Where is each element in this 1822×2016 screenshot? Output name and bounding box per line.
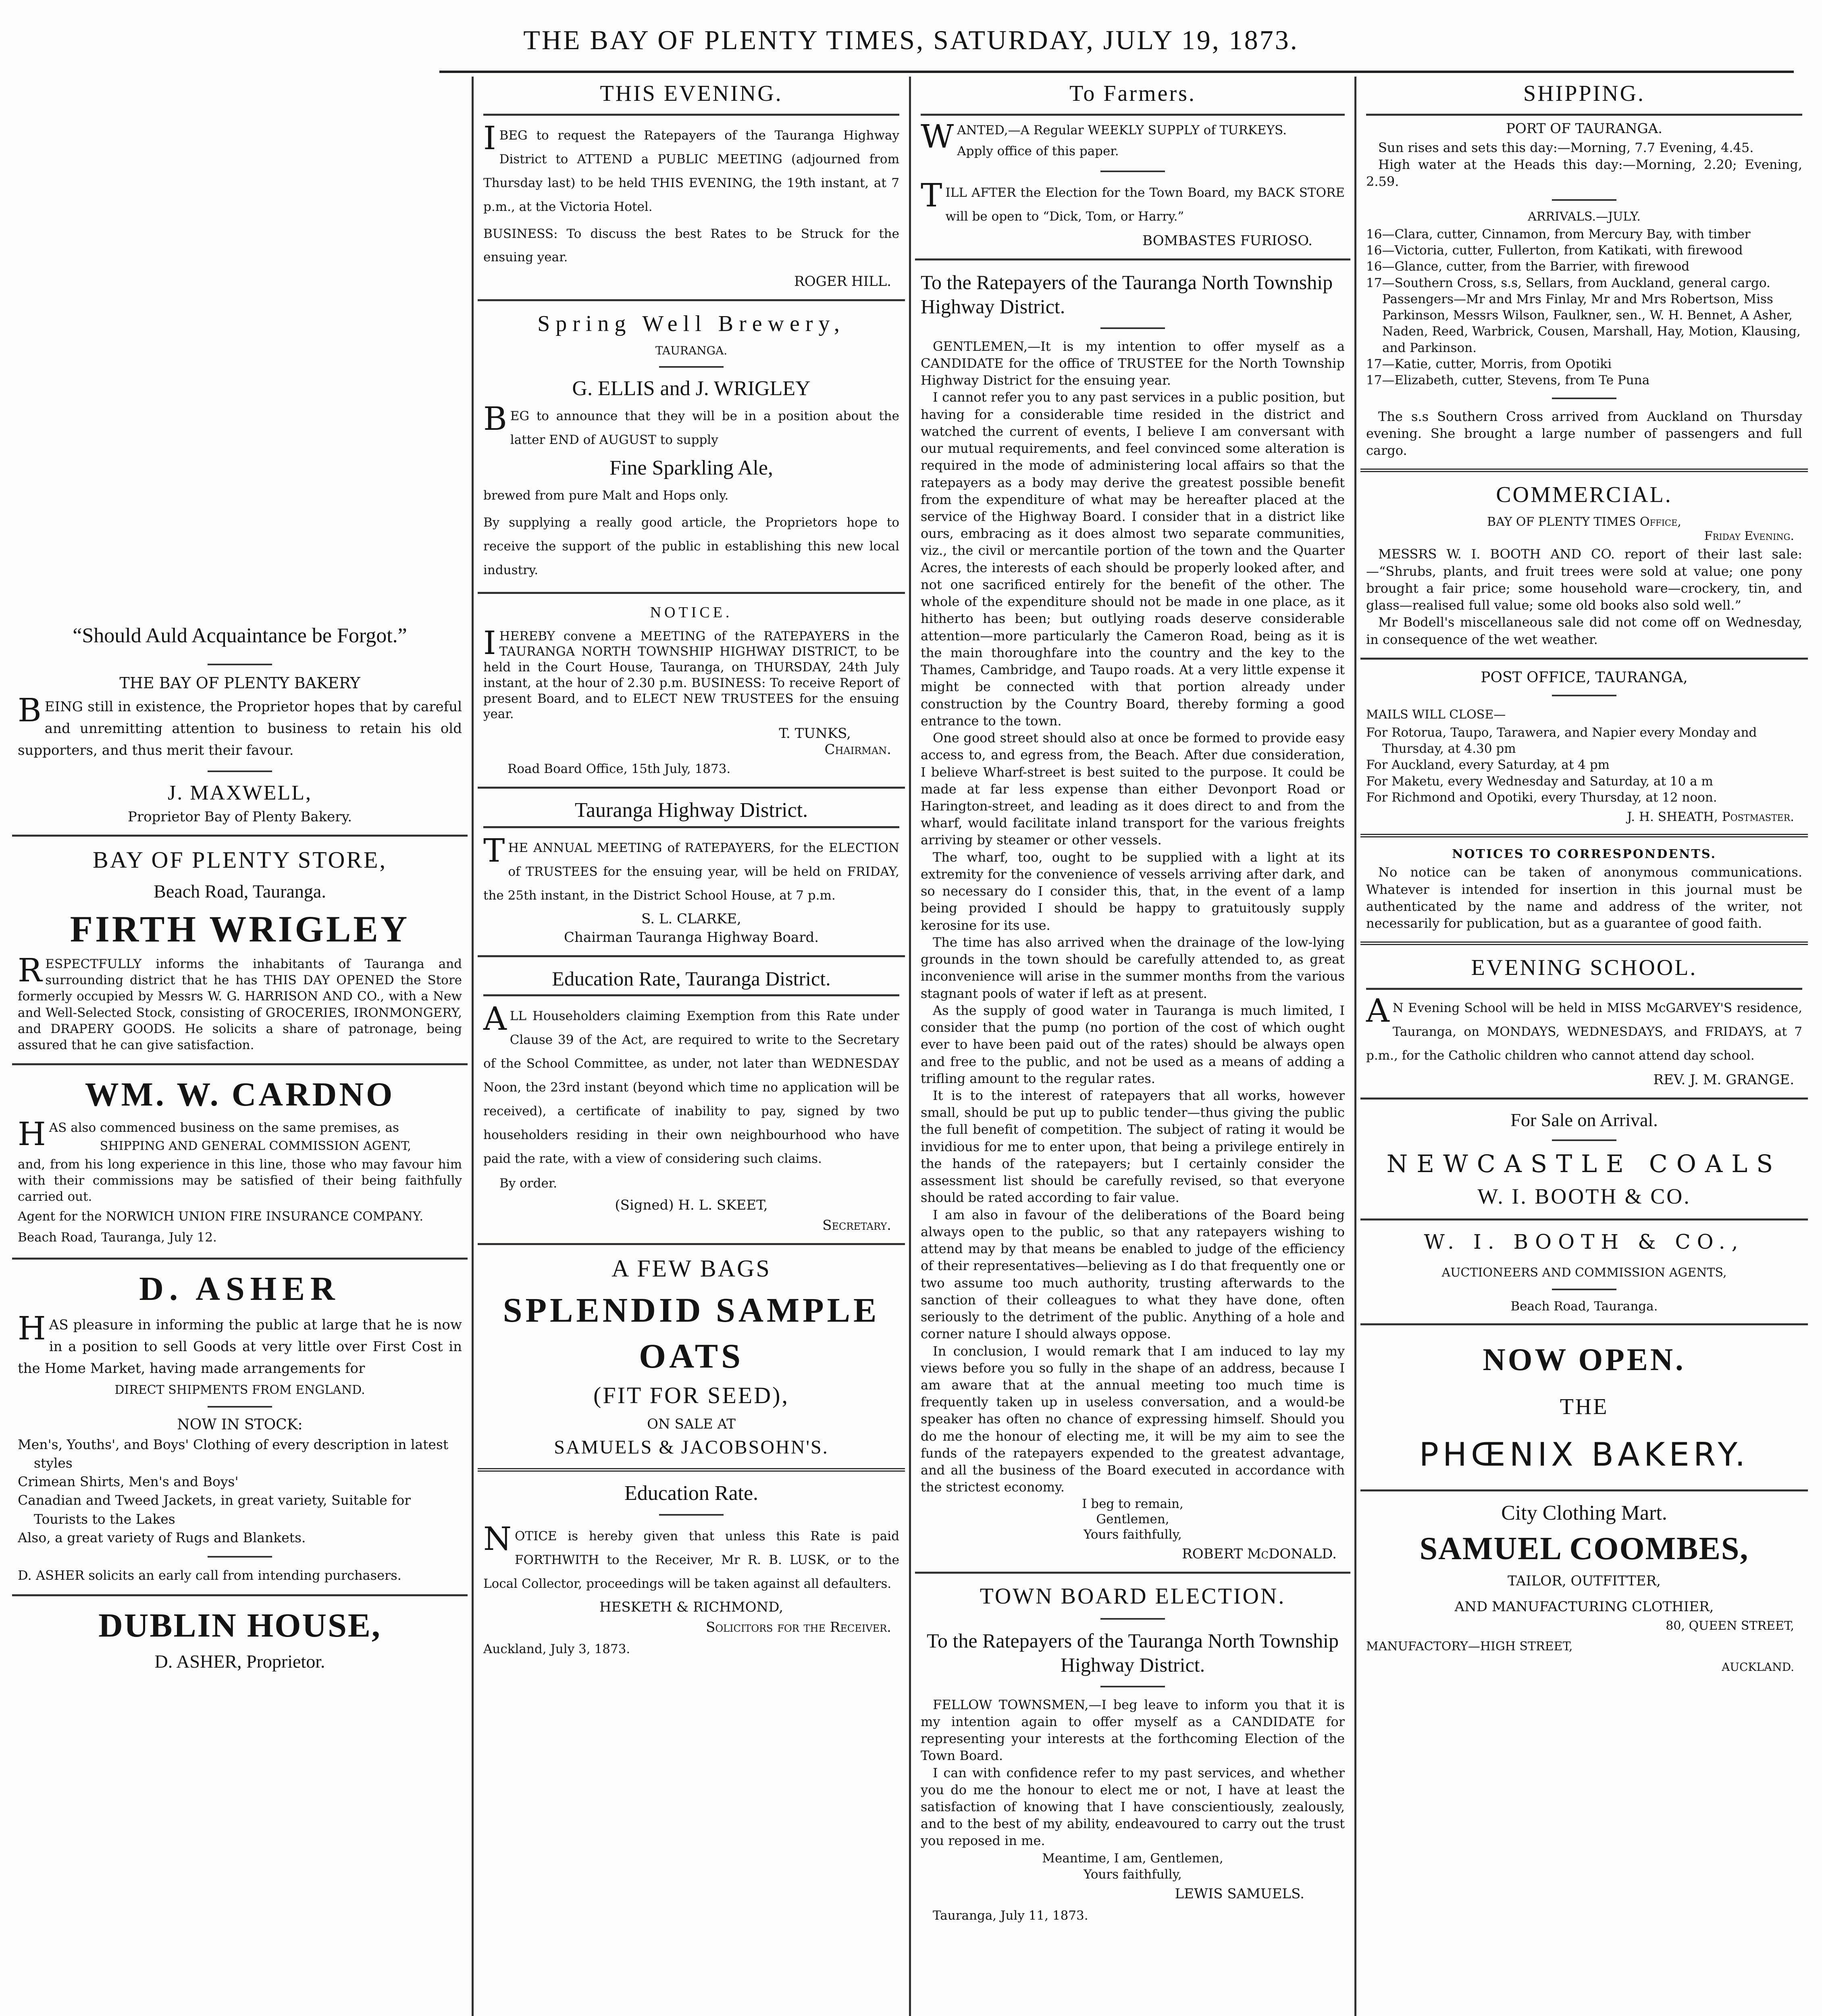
letter-paragraph: GENTLEMEN,—It is my intention to offer myself as a CANDIDATE for the office of TRUSTEE for the North Township Highway District for the ensuing year. [921,338,1345,388]
ad-body-2: brewed from pure Malt and Hops only. [483,488,729,503]
list-item: Canadian and Tweed Jackets, in great variety, Suitable for Tourists to the Lakes [18,1492,411,1527]
ad-role: Chairman Tauranga Highway Board. [564,929,819,946]
stock-list [18,1435,462,1547]
sun-times: Sun rises and sets this day:—Morning, 7.7 Evening, 4.45. [1378,140,1754,155]
ad-signature: (Signed) H. L. SKEET, [615,1197,768,1213]
ad-apply: Apply office of this paper. [957,144,1119,159]
ad-sale: ON SALE AT [647,1416,736,1432]
ad-role: SHIPPING AND GENERAL COMMISSION AGENT, [100,1139,412,1153]
ad-name: SAMUEL COOMBES, [1419,1531,1749,1566]
ad-seller: W. I. BOOTH & CO. [1477,1184,1691,1208]
list-item: 16—Clara, cutter, Cinnamon, from Mercury Bay, with timber [1366,227,1751,242]
list-item: For Auckland, every Saturday, at 4 pm [1366,758,1610,773]
ad-role-2: AND MANUFACTURING CLOTHIER, [1454,1598,1714,1615]
post-office-section [1360,669,1808,824]
ad-address: Beach Road, Tauranga. [154,881,326,902]
masthead: THE BAY OF PLENTY TIMES, SATURDAY, JULY 19, 1873. [523,25,1299,55]
section-heading: COMMERCIAL. [1496,482,1672,508]
letter-paragraph: I am also in favour of the deliberations of the Board being always open to the public, so that any ratepayers wishing to attend may by that means be enabled to judge of the efficiency of their representatives—believing as I do that frequently one or two assume too much authority, trusting afterwards to the sanction of their colleagues to what they have done, often seriously to the detriment of the public. Anything of a hole and corner nature I should always oppose. [921,1207,1345,1342]
dublin-house-ad [12,1606,468,1672]
port-heading: PORT OF TAURANGA. [1506,121,1662,137]
ad-date: Auckland, July 3, 1873. [483,1641,630,1656]
ad-heading: EVENING SCHOOL. [1471,955,1697,981]
ad-title-2: OATS [639,1336,744,1375]
ad-names: G. ELLIS and J. WRIGLEY [572,377,811,400]
ad-role: TAILOR, OUTFITTER, [1508,1572,1661,1589]
list-item: For Richmond and Opotiki, every Thursday, at 12 noon. [1366,790,1717,805]
column-rule [1354,77,1356,2016]
commercial-section [1360,482,1808,648]
ad-heading: Education Rate. [624,1481,759,1505]
column-1 [12,77,468,2016]
town-board-election [915,1583,1350,1926]
ad-signature: S. L. CLARKE, [641,911,741,927]
list-item: Crimean Shirts, Men's and Boys' [18,1474,239,1490]
ad-title-3: (FIT FOR SEED), [593,1382,789,1408]
ad-name: PHŒNIX BAKERY. [1419,1435,1749,1473]
ad-body: NOTICE is hereby given that unless this Rate is paid FORTHWITH to the Receiver, Mr R. B. LUSK, or to the Local Collector, proceedings will be taken against all defaulters. [483,1520,899,1591]
ad-office: Road Board Office, 15th July, 1873. [507,762,731,777]
ad-heading: Tauranga Highway District. [574,799,808,822]
mails-list [1366,725,1802,806]
column-2 [478,77,905,2016]
ad-body-3: By supplying a really good article, the Proprietors hope to receive the support of the public in establishing this new local industry. [483,515,899,577]
education-rate-ad [478,967,905,1233]
ad-the: THE [1560,1394,1609,1419]
ad-product: Fine Sparkling Ale, [609,456,773,480]
list-item: 17—Southern Cross, s.s, Sellars, from Auckland, general cargo. Passengers—Mr and Mrs Finlay, Mr and Mrs Robertson, Miss Parkinson, Messrs Wilson, Faulkner, sen., W. H. Bennet, A Asher, Naden, Reed, Warbrick, Cousen, Marshall, Hay, Motion, Klausing, and Parkinson. [1366,275,1801,355]
highway-district-ad [478,798,905,946]
list-item: 17—Katie, cutter, Morris, from Opotiki [1366,357,1612,372]
letter-close: Gentlemen, [1096,1512,1169,1527]
letter-paragraph: FELLOW TOWNSMEN,—I beg leave to inform you that it is my intention again to offer myself as a CANDIDATE for representing your interests at the forthcoming Election of the Town Board. [921,1697,1345,1764]
arrivals-list [1366,226,1802,389]
ad-heading: A FEW BAGS [611,1255,771,1282]
commercial-body: MESSRS W. I. BOOTH AND CO. report of their last sale:—“Shrubs, plants, and fruit trees were sold at value; one pony brought a fair price; some household ware—crockery, tin, and glass—realised full value; some old books also sold well.” [1366,546,1802,613]
ad-body: IBEG to request the Ratepayers of the Tauranga Highway District to ATTEND a PUBLIC MEETING (adjourned from Thursday last) to be held THIS EVENING, the 19th instant, at 7 p.m., at the Victoria Hotel. [483,119,899,214]
list-item: Also, a great variety of Rugs and Blankets. [18,1529,306,1545]
ad-heading: BAY OF PLENTY STORE, [93,846,387,873]
booth-ad [1360,1230,1808,1314]
ad-body: IHEREBY convene a MEETING of the RATEPAYERS in the TAURANGA NORTH TOWNSHIP HIGHWAY DISTRICT, to be held in the Court House, Tauranga, on THURSDAY, 24th July instant, at the hour of 2.30 p.m. BUSINESS: To receive Report of present Board, and to ELECT NEW TRUSTEES for the ensuing year. [483,624,899,722]
ad-heading: Education Rate, Tauranga District. [552,967,831,990]
arrivals-note: The s.s Southern Cross arrived from Auckland on Thursday evening. She brought a large number of passengers and full cargo. [1366,408,1802,458]
section-heading: POST OFFICE, TAURANGA, [1481,669,1688,686]
ad-product: NEWCASTLE COALS [1386,1150,1782,1178]
masthead-rule [439,71,1794,73]
phoenix-bakery-ad [1360,1341,1808,1473]
ad-role: Chairman. [824,741,891,758]
ad-name: FIRTH WRIGLEY [70,908,410,950]
ad-heading: NOTICE. [650,604,733,621]
ad-signature: REV. J. M. GRANGE. [1653,1071,1794,1088]
ad-place: TAURANGA. [655,344,728,358]
ad-heading: NOW OPEN. [1483,1341,1686,1377]
this-evening-ad [478,81,905,289]
ad-signature-title: Proprietor Bay of Plenty Bakery. [127,808,352,825]
mcdonald-letter [915,270,1350,1562]
tide-times: High water at the Heads this day:—Morning, 2.20; Evening, 2.59. [1366,157,1802,190]
arrivals-heading: ARRIVALS.—JULY. [1528,209,1641,224]
ad-order: By order. [499,1176,557,1191]
mails-heading: MAILS WILL CLOSE— [1366,707,1506,722]
education-rate-notice [478,1481,905,1659]
section-heading: To Farmers. [1069,81,1196,106]
letter-close: I beg to remain, [1082,1496,1183,1511]
letter-heading: To the Ratepayers of the Tauranga North Township Highway District. [921,271,1333,318]
ad-title-1: SPLENDID SAMPLE [503,1290,880,1329]
correspondents-section [1360,847,1808,932]
ad-name: D. ASHER [139,1270,341,1308]
ad-body: AN Evening School will be held in MISS McGARVEY'S residence, Tauranga, on MONDAYS, WEDNESDAYS, and FRIDAYS, at 7 p.m., for the Catholic children who cannot attend day school. [1366,992,1802,1063]
ad-signature: ROGER HILL. [794,273,891,290]
ad-direct: DIRECT SHIPMENTS FROM ENGLAND. [114,1383,365,1397]
ad-heading: Spring Well Brewery, [537,311,845,337]
ad-body: ALL Householders claiming Exemption from this Rate under Clause 39 of the Act, are required to write to the Secretary of the School Committee, as under, not later than WEDNESDAY Noon, the 23rd instant (beyond which time no application will be received), a certificate of inability to pay, signed by two householders residing in their own neighbourhood who have paid the rate, with a view of considering such claims. [483,1000,899,1166]
brewery-ad [478,311,905,582]
post-signature: J. H. SHEATH, Postmaster. [1627,810,1794,825]
ad-solicit: D. ASHER solicits an early call from intending purchasers. [18,1567,401,1583]
letter-signature: ROBERT McDONALD. [1182,1545,1337,1562]
letter-paragraph: In conclusion, I would remark that I am induced to lay my views before you so fully in the shape of an address, because I am aware that at the annual meeting too much time is frequently taken up in useless conversation, and a would-be speaker has often no chance of expressing himself. Should you do me the honour of electing me, it will be my aim to see the funds of the ratepayers expended to the greatest advantage, and all the business of the Board executed in accordance with the strictest economy. [921,1343,1345,1495]
stock-heading: NOW IN STOCK: [177,1416,303,1433]
letter-date: Tauranga, July 11, 1873. [933,1908,1088,1923]
letter-paragraph: As the supply of good water in Tauranga is much limited, I consider that the pump (no portion of the cost of which ought ever to have been paid out of the rates) should be always open and free to the public, and not be used as a means of adding a trifling amount to the regular rates. [921,1002,1345,1086]
store-ad [12,846,468,1054]
ad-signature: T. TUNKS, [779,725,851,742]
ad-heading: For Sale on Arrival. [1510,1109,1658,1130]
ad-body-2: and, from his long experience in this line, those who may favour him with their commissions may be satisfied of their being faithfully carried out. [18,1157,462,1204]
list-item: For Rotorua, Taupo, Tarawera, and Napier every Monday and Thursday, at 4.30 pm [1366,725,1757,756]
section-subheading: To the Ratepayers of the Tauranga North Township Highway District. [926,1629,1339,1676]
ad-body: BEG to announce that they will be in a position about the latter END of AUGUST to supply [483,400,899,448]
ad-body: HAS pleasure in informing the public at large that he is now in a position to sell Goods at very little over First Cost in the Home Market, having made arrangements for [18,1309,462,1377]
letter-paragraph: The wharf, too, ought to be supplied with a light at its extremity for the convenience of vessels arriving after dark, and so necessary do I consider this, that, in the event of a lamp being provided I should be happy to gratuitously supply kerosine for its use. [921,849,1345,933]
notice-ad [478,604,905,777]
column-3 [915,77,1350,2016]
ad-body: WANTED,—A Regular WEEKLY SUPPLY of TURKEYS. [921,118,1287,155]
commercial-day: Friday Evening. [1704,529,1794,544]
farmers-section [915,81,1350,249]
asher-ad [12,1269,468,1585]
section-heading: TOWN BOARD ELECTION. [980,1583,1286,1609]
letter-paragraph: One good street should also at once be formed to provide easy access to, and egress from, the Beach. After due consideration, I believe Wharf-street is best suited to the purpose. It could be made at far less expense than either Devonport Road or Harington-street, and leading as it does direct to and from the wharf, would facilitate inland transport for the various freights arriving by steamer or other vessels. [921,730,1345,848]
ad-address: 80, QUEEN STREET, [1666,1618,1794,1633]
correspondents-body: No notice can be taken of anonymous communications. Whatever is intended for insertion in this journal must be authenticated by the name and address of the writer, not necessarily for publication, but as a guarantee of good faith. [1366,864,1802,931]
letter-signature: LEWIS SAMUELS. [1175,1885,1304,1902]
auld-acquaintance-ad [12,617,468,825]
letter-close: Meantime, I am, Gentlemen, [1042,1851,1223,1866]
ad-body: HAS also commenced business on the same premises, as [18,1115,399,1153]
coals-ad [1360,1109,1808,1209]
evening-school-ad [1360,955,1808,1088]
ad-body: BEING still in existence, the Proprietor hopes that by careful and unremitting attention to business to retain his old supporters, and thus merit their favour. [18,691,462,759]
ad-proprietor: D. ASHER, Proprietor. [154,1651,325,1672]
ad-date: Beach Road, Tauranga, July 12. [18,1230,217,1245]
ad-title: “Should Auld Acquaintance be Forgot.” [73,624,407,647]
ad-body: RESPECTFULLY informs the inhabitants of Tauranga and surrounding district that he has THIS DAY OPENED the Store formerly occupied by Messrs W. G. HARRISON AND CO., with a New and Well-Selected Stock, consisting of GROCERIES, IRONMONGERY, and DRAPERY GOODS. He solicits a share of patronage, being assured that he can give satisfaction. [18,951,462,1053]
ad-role: Solicitors for the Receiver. [706,1619,891,1635]
section-heading: SHIPPING. [1523,81,1645,106]
list-item: 16—Glance, cutter, from the Barrier, with firewood [1366,259,1690,274]
letter-body [921,338,1345,1496]
ad-heading: THE BAY OF PLENTY BAKERY [119,674,360,692]
commercial-office: BAY OF PLENTY TIMES Office, [1487,515,1681,529]
ad-role: Secretary. [822,1217,891,1233]
column-rule [472,77,474,2016]
ad-signature: J. MAXWELL, [168,781,312,804]
ad-name: WM. W. CARDNO [85,1075,395,1113]
ad-factory: MANUFACTORY—HIGH STREET, [1366,1639,1573,1654]
ad-address: Beach Road, Tauranga. [1510,1299,1658,1314]
ad-heading: DUBLIN HOUSE, [98,1606,381,1644]
letter-paragraph: It is to the interest of ratepayers that all works, however small, should be put up to public tender—thus giving the public the full benefit of competition. The subject of rating it would be invidious for me to enter upon, that being a privilege entirely in the hands of the ratepayers; but I certainly consider the assessment list should be carefully revised, so that everyone should be rated according to fair value. [921,1087,1345,1206]
ad-role: AUCTIONEERS AND COMMISSION AGENTS, [1441,1265,1727,1280]
commercial-body-2: Mr Bodell's miscellaneous sale did not come off on Wednesday, in consequence of the wet weather. [1366,614,1802,647]
oats-ad [478,1255,905,1458]
ad-body: THE ANNUAL MEETING of RATEPAYERS, for the ELECTION of TRUSTEES for the ensuing year, will be held on FRIDAY, the 25th instant, in the District School House, at 7 p.m. [483,832,899,903]
shipping-section [1360,81,1808,459]
list-item: 17—Elizabeth, cutter, Stevens, from Te Puna [1366,373,1650,388]
list-item: 16—Victoria, cutter, Fullerton, from Katikati, with firewood [1366,243,1743,258]
ad-signature: BOMBASTES FURIOSO. [1142,232,1312,249]
coombes-ad [1360,1501,1808,1674]
ad-heading: THIS EVENING. [600,81,783,106]
section-heading: NOTICES TO CORRESPONDENTS. [1452,847,1716,862]
ad-business: BUSINESS: To discuss the best Rates to be Struck for the ensuing year. [483,226,899,265]
cardno-ad [12,1075,468,1248]
ad-body-2: TILL AFTER the Election for the Town Board, my BACK STORE will be open to “Dick, Tom, or Harry.” [921,176,1345,224]
list-item: Men's, Youths', and Boys' Clothing of every description in latest styles [18,1436,449,1471]
ad-heading: City Clothing Mart. [1501,1501,1667,1524]
column-4 [1360,77,1808,2016]
letter-close: Yours faithfully, [1084,1527,1182,1542]
letter-close: Yours faithfully, [1084,1867,1182,1882]
letter-paragraph: I can with confidence refer to my past services, and whether you do me the honour to elect me or not, I have at least the satisfaction of knowing that I have conscientiously, zealously, and to the best of my ability, endeavoured to carry out the trust you reposed in me. [921,1765,1345,1849]
list-item: For Maketu, every Wednesday and Saturday, at 10 a m [1366,774,1713,789]
column-rule [909,77,911,2016]
ad-seller: SAMUELS & JACOBSOHN'S. [554,1436,829,1458]
ad-heading: W. I. BOOTH & CO., [1424,1230,1745,1254]
letter-paragraph: The time has also arrived when the drainage of the low-lying grounds in the town should be carefully attended to, as great inconvenience will arise in the summer months from the various stagnant pools of water if left as at present. [921,934,1345,1001]
ad-city: AUCKLAND. [1722,1660,1794,1674]
ad-signature: HESKETH & RICHMOND, [599,1599,784,1615]
ad-agent: Agent for the NORWICH UNION FIRE INSURANCE COMPANY. [18,1209,424,1224]
letter-paragraph: I cannot refer you to any past services in a public position, but having for a considerable time resided in the district and watched the current of events, I believe I am conversant with our mutual requirements, and feel convinced some alteration is required in the mode of administering local affairs so that the ratepayers as a body may derive the greatest possible benefit from the expenditure of what may be hereafter placed at the service of the Highway Board. I consider that in a district like ours, embracing as it does almost two separate communities, viz., the civil or mercantile portion of the town and the Quarter Acres, the interests of each should be properly looked after, and not one sacrificed entirely for the benefit of the other. The whole of the expenditure should not be made in one place, as it hitherto has been; but outlying roads deserve considerable attention—more particularly the Cameron Road, being as it is the main thoroughfare into the country and the key to the Thames, Cambridge, and Taupo roads. At a very little expense it might be connected with that portion already under construction by the Country Board, thereby forming a good entrance to the town. [921,389,1345,729]
